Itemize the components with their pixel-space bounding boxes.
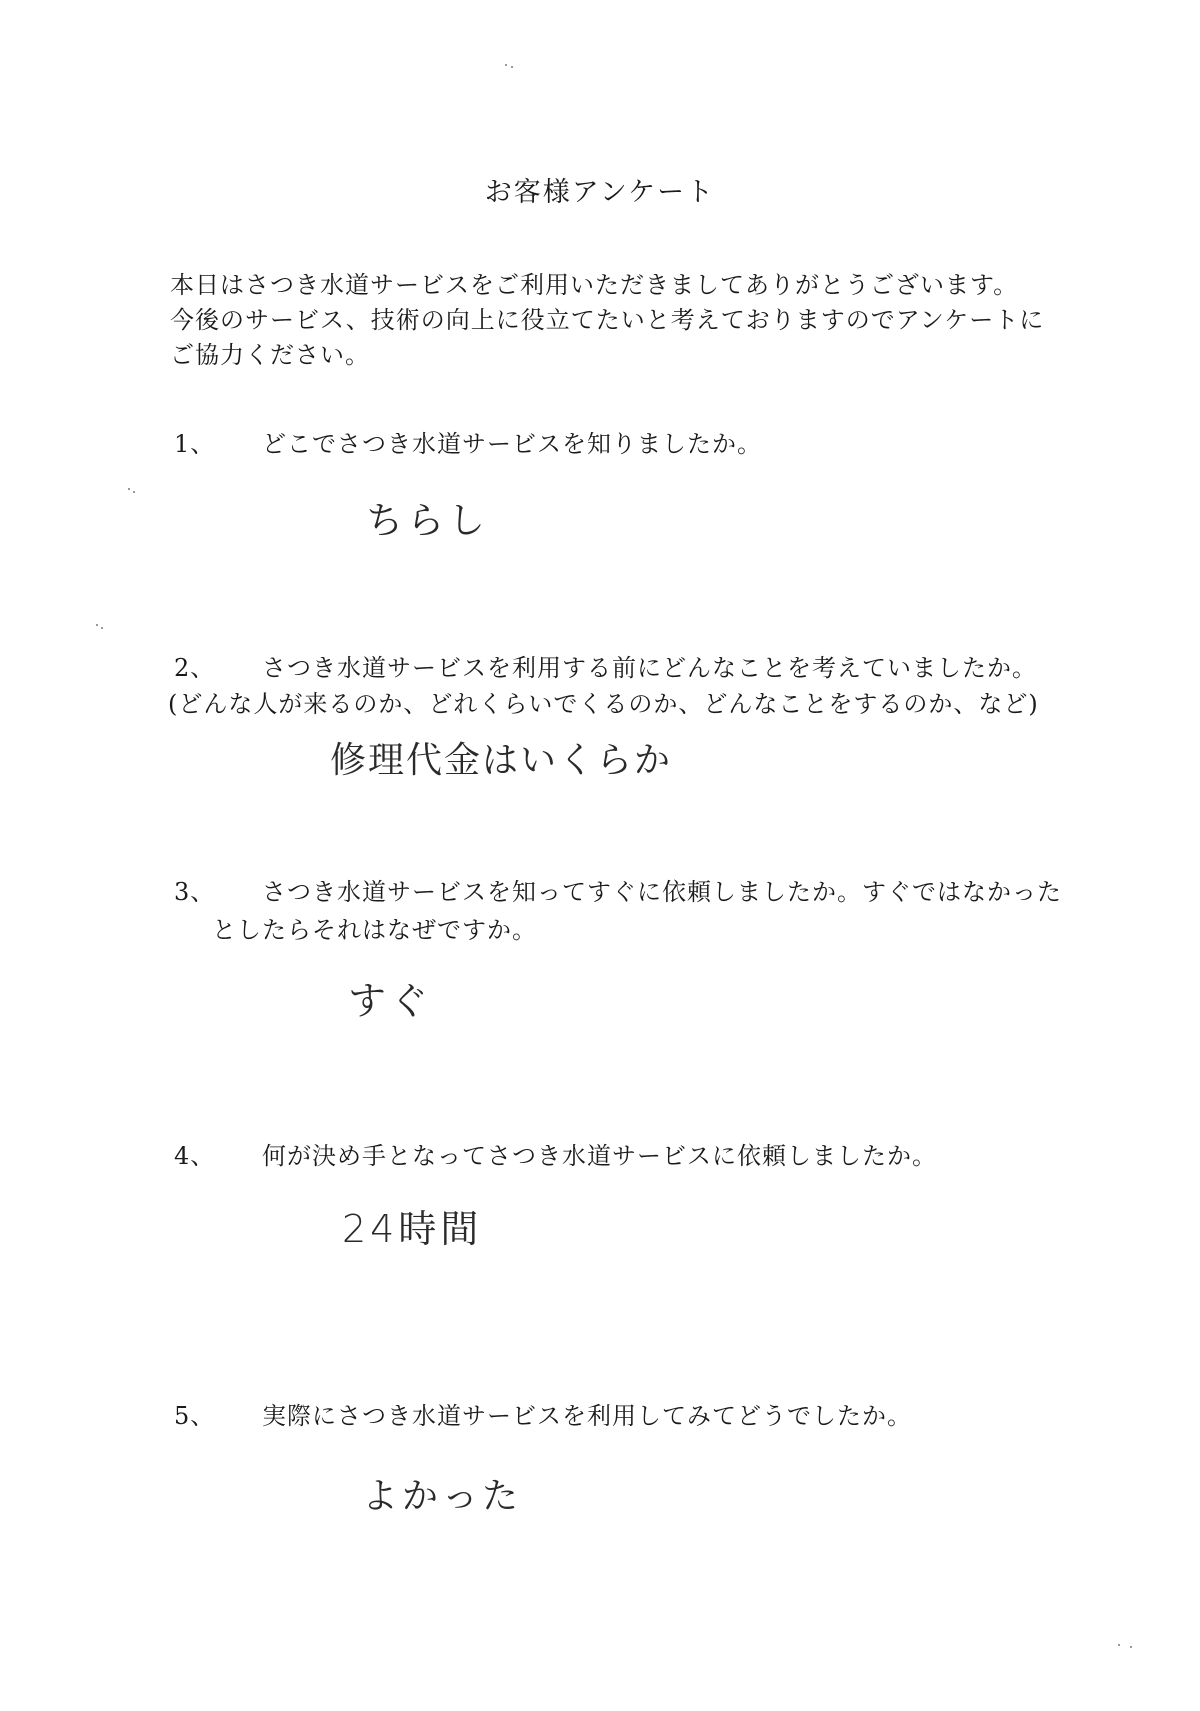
answer-1-handwritten: ちらし [366,499,489,542]
question-number: 1、 [174,430,216,458]
question-number: 2、 [174,654,216,682]
question-number: 3、 [174,878,216,906]
answer-3-handwritten: すぐ [348,979,433,1023]
survey-intro [170,268,1070,373]
scan-speck [133,491,135,493]
question-subtext: としたらそれはなぜですか。 [212,916,537,944]
intro-line: 今後のサービス、技術の向上に役立てたいと考えておりますのでアンケートに [170,306,1045,334]
question-text: 実際にさつき水道サービスを利用してみてどうでしたか。 [262,1402,912,1430]
scan-speck [101,627,103,629]
scan-speck [128,488,130,490]
answer-4-handwritten: 24時間 [342,1207,483,1251]
answer-5-handwritten: よかった [362,1476,523,1517]
question-number: 5、 [174,1402,216,1430]
question-text: さつき水道サービスを利用する前にどんなことを考えていましたか。 [262,654,1037,682]
intro-line: ご協力ください。 [170,341,370,369]
scan-speck [1118,1644,1120,1646]
question-text: 何が決め手となってさつき水道サービスに依頼しましたか。 [262,1142,937,1170]
scan-speck [505,64,507,66]
scan-speck [96,624,98,626]
survey-title: お客様アンケート [484,177,716,208]
scan-speck [511,66,513,68]
intro-line: 本日はさつき水道サービスをご利用いただきましてありがとうございます。 [170,271,1019,299]
question-number: 4、 [174,1142,216,1170]
question-text: さつき水道サービスを知ってすぐに依頼しましたか。すぐではなかった [262,878,1062,906]
scan-speck [1130,1646,1132,1648]
question-subtext: (どんな人が来るのか、どれくらいでくるのか、どんなことをするのか、など) [168,690,1039,718]
answer-2-handwritten: 修理代金はいくらか [330,740,673,781]
question-text: どこでさつき水道サービスを知りましたか。 [262,430,762,458]
